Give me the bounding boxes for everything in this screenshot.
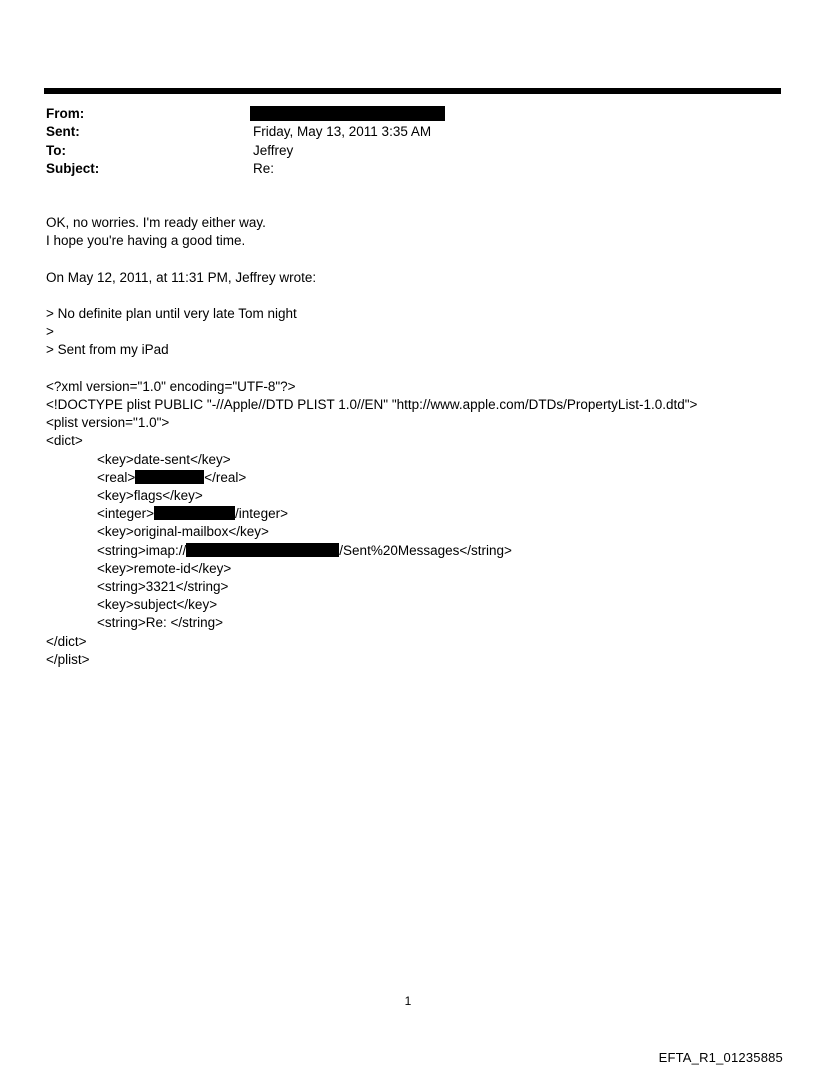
body-line (46, 378, 796, 396)
body-text: <?xml version="1.0" encoding="UTF-8"?> (46, 378, 296, 394)
body-line (46, 432, 796, 450)
header-row-to (46, 141, 445, 160)
body-line (46, 214, 796, 232)
subject-value: Re: (253, 161, 275, 177)
body-line-blank (46, 360, 796, 378)
body-text: <plist version="1.0"> (46, 415, 170, 431)
body-text: /Sent%20Messages</string> (339, 542, 512, 558)
body-line (46, 451, 796, 469)
body-text: I hope you're having a good time. (46, 233, 246, 249)
body-text: <string>imap:// (97, 542, 187, 558)
body-text: <key>remote-id</key> (97, 560, 232, 576)
body-line-blank (46, 250, 796, 268)
from-label: From: (46, 105, 85, 121)
body-text: </dict> (46, 633, 87, 649)
sent-label: Sent: (46, 124, 80, 140)
subject-label: Subject: (46, 161, 100, 177)
body-text: On May 12, 2011, at 11:31 PM, Jeffrey wrote: (46, 269, 317, 285)
body-text: <real> (97, 469, 136, 485)
body-line (46, 469, 796, 487)
body-line (46, 305, 796, 323)
redaction-bar (135, 470, 204, 484)
bates-number: EFTA_R1_01235885 (658, 1050, 783, 1065)
body-line (46, 578, 796, 596)
body-text: /integer> (235, 506, 288, 522)
body-text: <string>3321</string> (97, 579, 229, 595)
body-line (46, 651, 796, 669)
page-number: 1 (404, 994, 412, 1008)
redaction-bar (186, 543, 339, 557)
body-text: <integer> (97, 506, 155, 522)
body-text: OK, no worries. I'm ready either way. (46, 215, 266, 230)
body-text: </plist> (46, 651, 90, 667)
body-text: > Sent from my iPad (46, 342, 169, 358)
header-row-subject (46, 160, 445, 179)
body-line (46, 614, 796, 632)
to-value: Jeffrey (253, 142, 294, 158)
sent-value: Friday, May 13, 2011 3:35 AM (253, 124, 432, 140)
body-line (46, 396, 796, 414)
body-text: <key>date-sent</key> (97, 451, 231, 467)
header-divider-rule (44, 88, 781, 94)
body-line (46, 232, 796, 250)
body-line (46, 487, 796, 505)
header-row-from (46, 104, 445, 123)
body-line (46, 542, 796, 560)
body-line (46, 269, 796, 287)
redaction-bar (154, 506, 235, 520)
body-text: <!DOCTYPE plist PUBLIC "-//Apple//DTD PLIST 1.0//EN" "http://www.apple.com/DTDs/PropertyList-1.0.dtd"> (46, 396, 698, 412)
body-line (46, 633, 796, 651)
body-line (46, 505, 796, 523)
redaction-bar-from (250, 106, 445, 121)
email-header (46, 104, 445, 178)
to-label: To: (46, 142, 66, 158)
header-row-sent (46, 123, 445, 142)
body-text: > (46, 324, 54, 340)
email-body (46, 214, 796, 669)
body-text: <string>Re: </string> (97, 615, 224, 631)
body-line (46, 523, 796, 541)
body-text: > No definite plan until very late Tom night (46, 305, 297, 321)
body-line (46, 414, 796, 432)
body-text: <key>subject</key> (97, 597, 218, 613)
body-line (46, 323, 796, 341)
body-text: <key>flags</key> (97, 488, 203, 503)
body-line (46, 560, 796, 578)
body-text: </real> (204, 469, 247, 485)
body-text: <key>original-mailbox</key> (97, 524, 269, 540)
body-line-blank (46, 287, 796, 305)
body-line (46, 341, 796, 359)
body-text: <dict> (46, 433, 83, 449)
body-line (46, 596, 796, 614)
